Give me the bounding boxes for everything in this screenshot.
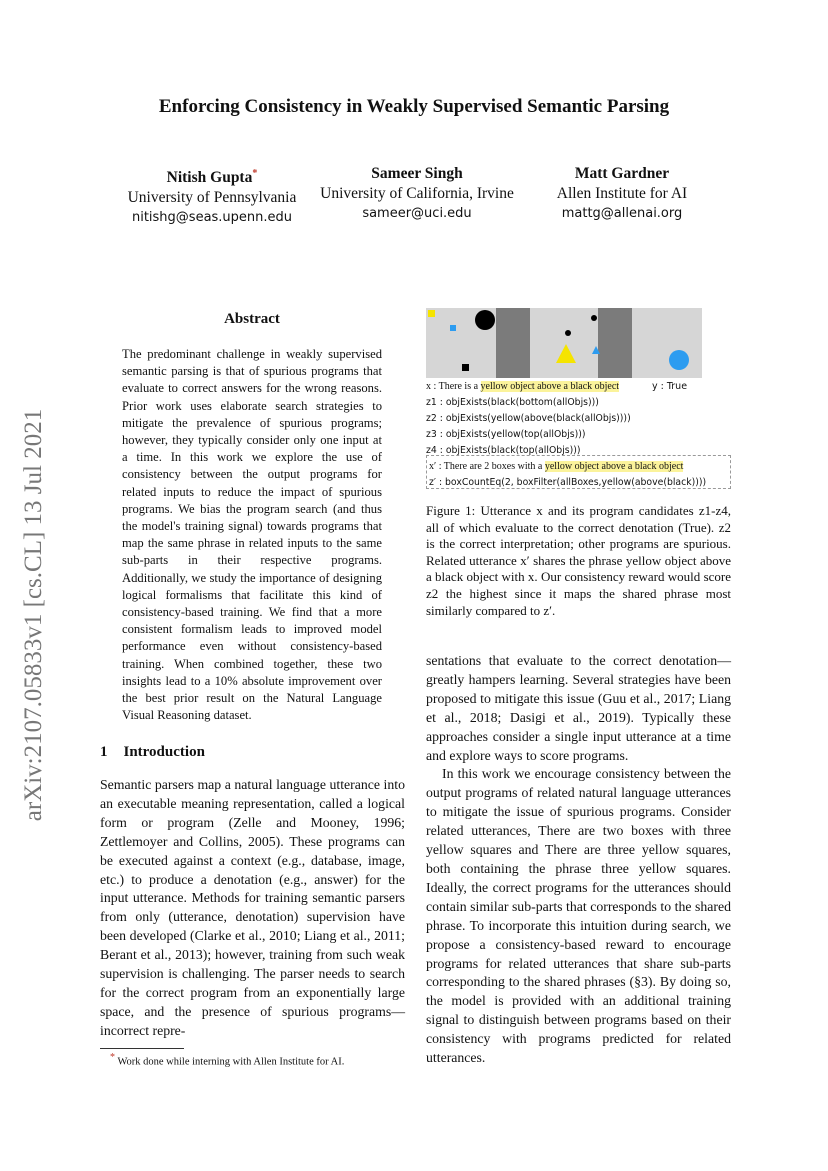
intro-right-column bbox=[426, 652, 731, 1068]
black-square bbox=[462, 364, 469, 371]
paper-title: Enforcing Consistency in Weakly Supervised Semantic Parsing bbox=[158, 96, 670, 117]
section-title: Introduction bbox=[123, 744, 205, 760]
utterance-x-phrase: yellow object above a black object bbox=[480, 381, 620, 392]
author-email[interactable]: mattg@allenai.org bbox=[561, 206, 683, 221]
black-circle bbox=[475, 310, 495, 330]
denotation-label: y : True bbox=[652, 381, 688, 392]
footnote-rule bbox=[100, 1048, 184, 1049]
blue-square bbox=[450, 325, 456, 331]
footnote-text: Work done while interning with Allen Institute for AI. bbox=[117, 1056, 345, 1068]
author-name: Matt Gardner bbox=[574, 165, 670, 182]
abstract-heading: Abstract bbox=[224, 311, 280, 327]
arxiv-identifier bbox=[12, 380, 56, 850]
yellow-triangle bbox=[556, 344, 576, 363]
author-1: Nitish Gupta* University of Pennsylvania nitishg@seas.upenn.edu bbox=[112, 164, 312, 228]
abstract-text: The predominant challenge in weakly supervised semantic parsing is that of spurious programs that evaluate to correct answers for the wrong reasons. Prior work uses elaborate search strategies to mitigate the prevalence of spurious programs; however, they typically consider only one input at a time. In this work we explore the use of consistency between the output programs for related inputs to reduce the impact of spurious programs. We bias the program search (and thus the model's training signal) towards programs that map the same phrase in related inputs to the same sub-parts in their respective programs. Additionally, we study the importance of designing logical formalisms that facilitate this kind of consistency-based training. We find that a more consistent formalism leads to improved model performance even without consistency-based training. When combined together, these two insights lead to a 10% absolute improvement over the best prior result on the Natural Language Visual Reasoning dataset. bbox=[122, 347, 382, 723]
yellow-square bbox=[428, 310, 435, 317]
program-zprime: z′ : boxCountEq(2, boxFilter(allBoxes,yellow(above(black)))) bbox=[429, 477, 707, 488]
author-name: Nitish Gupta bbox=[166, 169, 253, 187]
utterance-x-prefix: x : There is a bbox=[426, 381, 479, 392]
author-3 bbox=[522, 164, 722, 224]
figure-caption: Figure 1: Utterance x and its program candidates z1-z4, all of which evaluate to the correct denotation (True). z2 is the correct interpretation; other programs are spurious. Related utterance x′ shares the phrase yellow object above a black object with x. Our consistency reward would score z2 the highest since it maps the shared phrase most similarly compared to z′. bbox=[426, 503, 731, 618]
section-heading bbox=[100, 744, 205, 761]
arxiv-id-text: arXiv:2107.05833v1 [cs.CL] 13 Jul 2021 bbox=[20, 408, 47, 822]
intro-left-column: Semantic parsers map a natural language utterance into an executable meaning representation, called a logical form or program (Zelle and Mooney, 1996; Zettlemoyer and Collins, 2005). These programs can be executed against a context (e.g., database, image, etc.) to produce a denotation (e.g., answer) for the input utterance. Methods for training semantic parsers from only (utterance, denotation) supervision have been developed (Clarke et al., 2010; Liang et al., 2011; Berant et al., 2013); however, training from such weak supervision is challenging. The parser needs to search for the correct program from an exponentially large space, and the presence of spurious programs—incorrect repre- bbox=[100, 777, 405, 1038]
author-2 bbox=[312, 164, 522, 224]
program-z1: z1 : objExists(black(bottom(allObjs))) bbox=[426, 397, 599, 408]
section-number: 1 bbox=[100, 744, 108, 760]
author-email[interactable]: sameer@uci.edu bbox=[362, 206, 472, 221]
utterance-xprime-prefix: x′ : There are 2 boxes with a bbox=[429, 461, 543, 472]
paragraph: In this work we encourage consistency between the output programs of related natural language utterances to mitigate the issue of spurious programs. Consider related utterances, There are two boxes with three yellow squares and There are three yellow squares, both containing the phrase three yellow squares. Ideally, the correct programs for the utterances should contain similar sub-parts that corresponds to the shared phrase. To incorporate this intuition during search, we propose a consistency-based reward to encourage programs for related utterances that share sub-parts corresponding to the shared phrases (§3). By doing so, the model is provided with an additional training signal to distinguish between programs based on their consistency with programs predicted for related utterances. bbox=[426, 766, 731, 1066]
footnote: * Work done while interning with Allen Institute for AI. bbox=[110, 1052, 345, 1068]
author-email[interactable]: nitishg@seas.upenn.edu bbox=[131, 210, 293, 226]
black-dot bbox=[591, 315, 597, 321]
paragraph: sentations that evaluate to the correct denotation—greatly hampers learning. Several strategies have been proposed to mitigate this issue (Guu et al., 2017; Liang et al., 2018; Dasigi et al., 2019). Typically these approaches consider a single input utterance at a time and explore ways to score programs. bbox=[426, 653, 731, 763]
box-divider bbox=[496, 308, 530, 378]
utterance-xprime-phrase: yellow object above a black object bbox=[544, 461, 684, 472]
figure-image bbox=[426, 308, 702, 378]
author-affil: University of California, Irvine bbox=[320, 185, 514, 202]
program-z2: z2 : objExists(yellow(above(black(allObjs)))) bbox=[426, 413, 631, 424]
blue-triangle bbox=[592, 346, 600, 354]
program-z3: z3 : objExists(yellow(top(allObjs))) bbox=[426, 429, 586, 440]
box-divider bbox=[598, 308, 632, 378]
program-z4: z4 : objExists(black(top(allObjs))) bbox=[426, 445, 581, 456]
related-utterance-box bbox=[426, 455, 731, 489]
black-dot bbox=[565, 330, 571, 336]
author-affil: University of Pennsylvania bbox=[127, 189, 297, 207]
author-name: Sameer Singh bbox=[371, 165, 463, 182]
blue-circle bbox=[669, 350, 689, 370]
author-affil: Allen Institute for AI bbox=[556, 185, 688, 202]
